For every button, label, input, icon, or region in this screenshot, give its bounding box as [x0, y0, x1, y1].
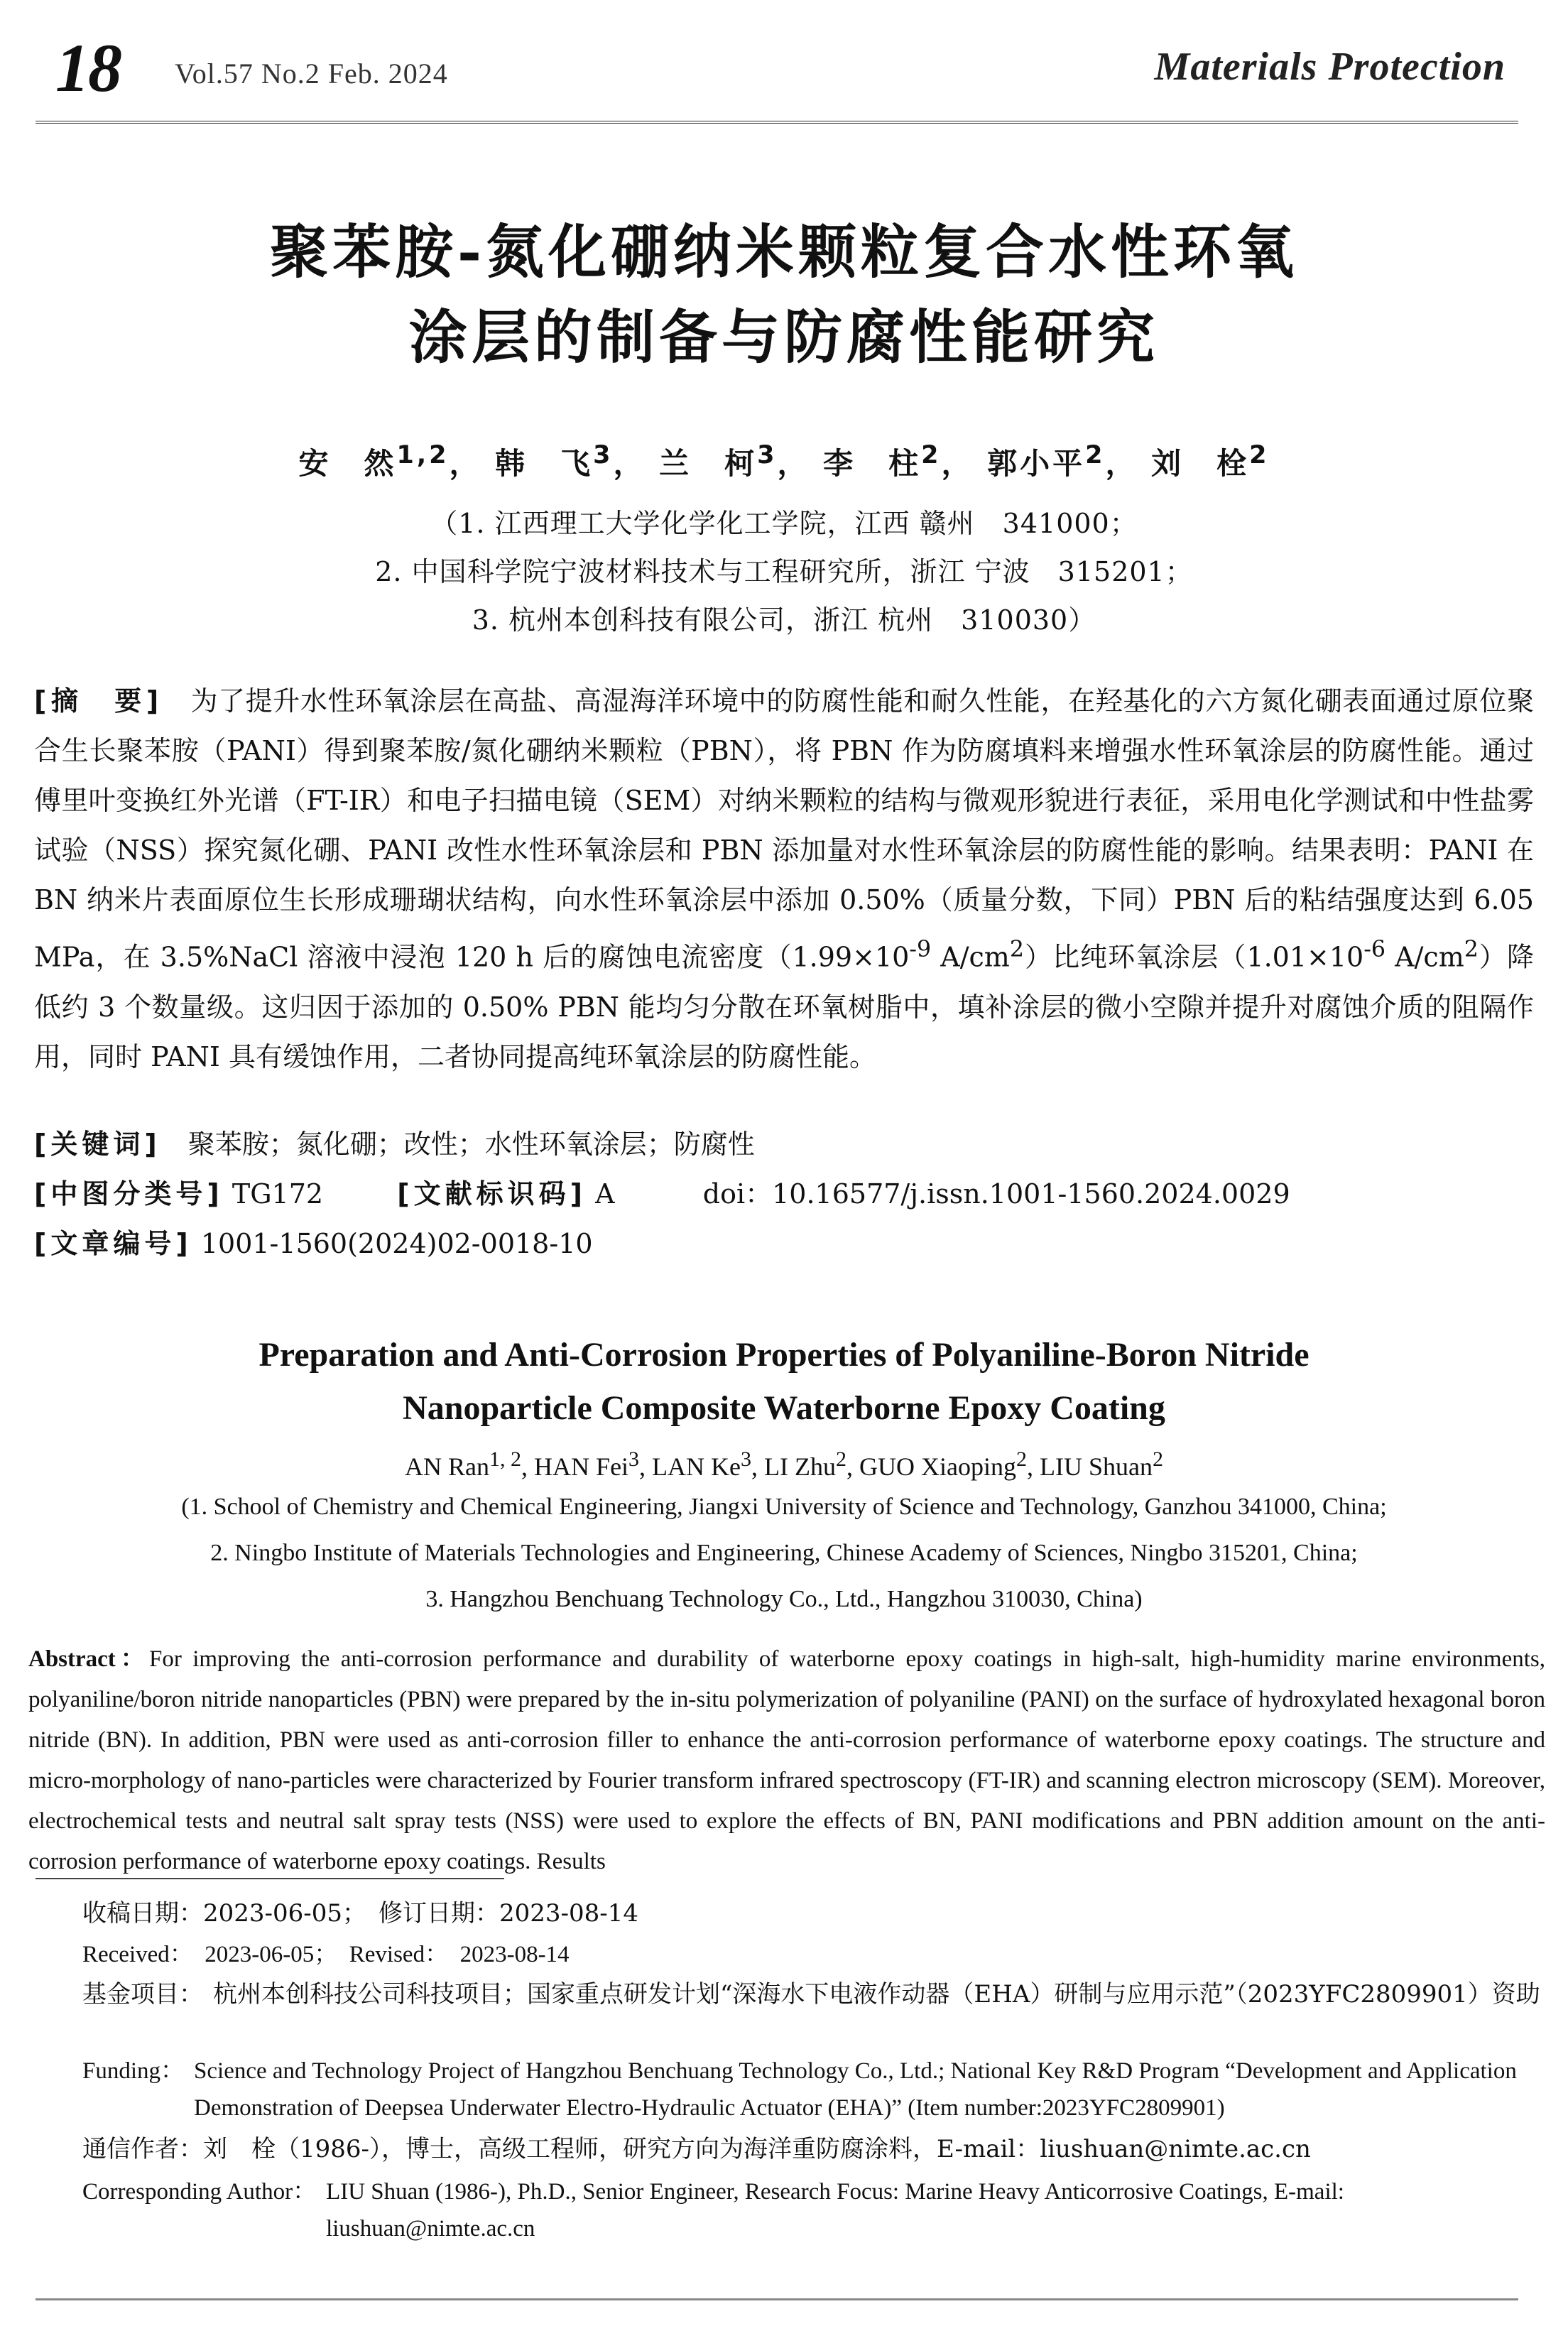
cn-author: 李 柱$^2$ [823, 441, 942, 481]
cn-abstract: [摘 要] 为了提升水性环氧涂层在高盐、高湿海洋环境中的防腐性能和耐久性能，在羟基化的六方氮化硼表面通过原位聚合生长聚苯胺（PANI）得到聚苯胺/氮化硼纳米颗粒（PBN），将 PBN 作为防腐填料来增强水性环氧涂层的防腐性能。通过傅里叶变换红外光谱（FT-IR）和电子扫描电镜（SEM）对纳米颗粒的结构与微观形貌进行表征，采用电化学测试和中性盐雾试验（NSS）探究氮化硼、PANI 改性水性环氧涂层和 PBN 添加量对水性环氧涂层的防腐性能的影响。结果表明：PANI 在 BN 纳米片表面原位生长形成珊瑚状结构，向水性环氧涂层中添加 0.50%（质量分数，下同）PBN 后的粘结强度达到 6.05 MPa，在 3.5%NaCl 溶液中浸泡 120 h 后的腐蚀电流密度（$1.99\times 10^{-9}$ $A/cm^2$）比纯环氧涂层（$1.01\times 10^{-6}$ $A/cm^2$）降低约 3 个数量级。这归因于添加的 0.50% PBN 能均匀分散在环氧树脂中，填补涂层的微小空隙并提升对腐蚀介质的阻隔作用，同时 PANI 具有缓蚀作用，二者协同提高纯环氧涂层的防腐性能。 [34, 685, 1534, 1072]
cn-author: 兰 柯$^3$ [659, 441, 778, 481]
doc-code: A [595, 1178, 615, 1210]
doi: doi：10.16577/j.issn.1001-1560.2024.0029 [702, 1178, 1290, 1210]
cn-article-number [34, 1222, 1534, 1261]
cn-affiliation: 3. 杭州本创科技有限公司，浙江 杭州 310030） [472, 604, 1096, 636]
doc-code-label: [文献标识码] [397, 1178, 587, 1210]
page-number: 18 [55, 30, 121, 106]
en-title-line-1: Preparation and Anti-Corrosion Properties of Polyaniline-Boron Nitride [258, 1336, 1310, 1374]
en-author: LIU Shuan$^2$ [1039, 1447, 1163, 1481]
cn-author: 刘 栓$^2$ [1151, 441, 1270, 481]
en-abstract-text: For improving the anti-corrosion performance and durability of waterborne epoxy coatings in high-salt, high-humidity marine environments, polyaniline/boron nitride nanoparticles (PBN) were prepared by the in-situ polymerization of polyaniline (PANI) on the surface of hydroxylated hexagonal boron nitride (BN). In addition, PBN were used as anti-corrosion filler to enhance the anti-corrosion performance of waterborne epoxy coatings. The structure and micro-morphology of nano-particles were characterized by Fourier transform infrared spectroscopy (FT-IR) and scanning electron microscopy (SEM). Moreover, electrochemical tests and neutral salt spray tests (NSS) were used to explore the effects of BN, PANI modifications and PBN addition amount on the anti-corrosion performance of waterborne epoxy coatings. Results [28, 1646, 1545, 1874]
cn-author: 郭小平$^2$ [987, 441, 1106, 481]
clc-label: [中图分类号] [34, 1178, 224, 1210]
en-author-list: AN Ran$^{1, 2}$, HAN Fei$^3$, LAN Ke$^3$, LI Zhu$^2$, GUO Xiaoping$^2$, LIU Shuan$^2$ [405, 1447, 1163, 1481]
cn-title-line-1: 聚苯胺-氮化硼纳米颗粒复合水性环氧 [269, 218, 1299, 286]
header-rule [36, 121, 1518, 124]
received-date-cn: 收稿日期：2023-06-05； 修订日期：2023-08-14 [82, 1899, 639, 1928]
en-title-line-2: Nanoparticle Composite Waterborne Epoxy Coating [403, 1389, 1165, 1427]
en-author: LAN Ke$^3$ [652, 1447, 752, 1481]
en-author: LI Zhu$^2$ [764, 1447, 846, 1481]
cn-classification [34, 1172, 1534, 1211]
received-date-en: Received： 2023-06-05； Revised： 2023-08-14 [82, 1942, 570, 1967]
cn-author-list: 安 然$^{1,2}$， 韩 飞$^3$， 兰 柯$^3$， 李 柱$^2$， 郭小平$^2$， 刘 栓$^2$ [298, 441, 1270, 481]
cn-keywords-text: 聚苯胺；氮化硼；改性；水性环氧涂层；防腐性 [187, 1129, 755, 1160]
cn-author: 安 然$^{1,2}$ [298, 441, 450, 481]
cn-abstract-label: [摘 要] [34, 685, 163, 717]
en-affiliation: (1. School of Chemistry and Chemical Engineering, Jiangxi University of Science and Technology, Ganzhou 341000, China; [181, 1494, 1387, 1520]
en-author: AN Ran$^{1, 2}$ [405, 1447, 522, 1481]
clc-code: TG172 [232, 1178, 324, 1210]
en-abstract-label: Abstract： [28, 1646, 150, 1672]
bottom-rule [36, 2298, 1518, 2300]
article-no-label: [文章编号] [34, 1228, 192, 1259]
cn-author: 韩 飞$^3$ [495, 441, 614, 481]
journal-name: Materials Protection [1154, 45, 1506, 89]
en-affiliation: 3. Hangzhou Benchuang Technology Co., Ltd., Hangzhou 310030, China) [425, 1586, 1143, 1612]
journal-volume: Vol.57 No.2 Feb. 2024 [175, 58, 448, 89]
en-affiliation: 2. Ningbo Institute of Materials Technologies and Engineering, Chinese Academy of Sciences, Ningbo 315201, China; [210, 1540, 1358, 1566]
en-author: HAN Fei$^3$ [534, 1447, 640, 1481]
funding-cn: 基金项目： 杭州本创科技公司科技项目；国家重点研发计划“深海水下电液作动器（EHA）研制与应用示范”（2023YFC2809901）资助 [82, 1980, 1540, 2009]
funding-en: Funding： Science and Technology Project of Hangzhou Benchuang Technology Co., Ltd.; National Key R&D Program “Development and Application Demonstration of Deepsea Underwater Electro-Hydraulic Actuator (EHA)” (Item number:2023YFC2809901) [82, 2058, 1517, 2121]
cn-affiliation: 2. 中国科学院宁波材料技术与工程研究所，浙江 宁波 315201； [375, 556, 1193, 587]
corresponding-author-en: Corresponding Author： LIU Shuan (1986-), Ph.D., Senior Engineer, Research Focus: Marine Heavy Anticorrosive Coatings, E-mail: liushuan@nimte.ac.cn [82, 2179, 1344, 2242]
corresponding-author-cn: 通信作者：刘 栓（1986-），博士，高级工程师，研究方向为海洋重防腐涂料，E-mail：liushuan@nimte.ac.cn [82, 2135, 1311, 2163]
footnote-rule [36, 1878, 504, 1879]
cn-title-line-2: 涂层的制备与防腐性能研究 [408, 303, 1159, 371]
cn-keywords-label: [关键词] [34, 1129, 161, 1160]
cn-affiliation: （1. 江西理工大学化学化工学院，江西 赣州 341000； [430, 508, 1138, 539]
en-author: GUO Xiaoping$^2$ [859, 1447, 1027, 1481]
en-abstract [28, 1639, 1545, 1882]
article-no: 1001-1560(2024)02-0018-10 [200, 1228, 593, 1259]
cn-keywords [34, 1122, 1534, 1161]
